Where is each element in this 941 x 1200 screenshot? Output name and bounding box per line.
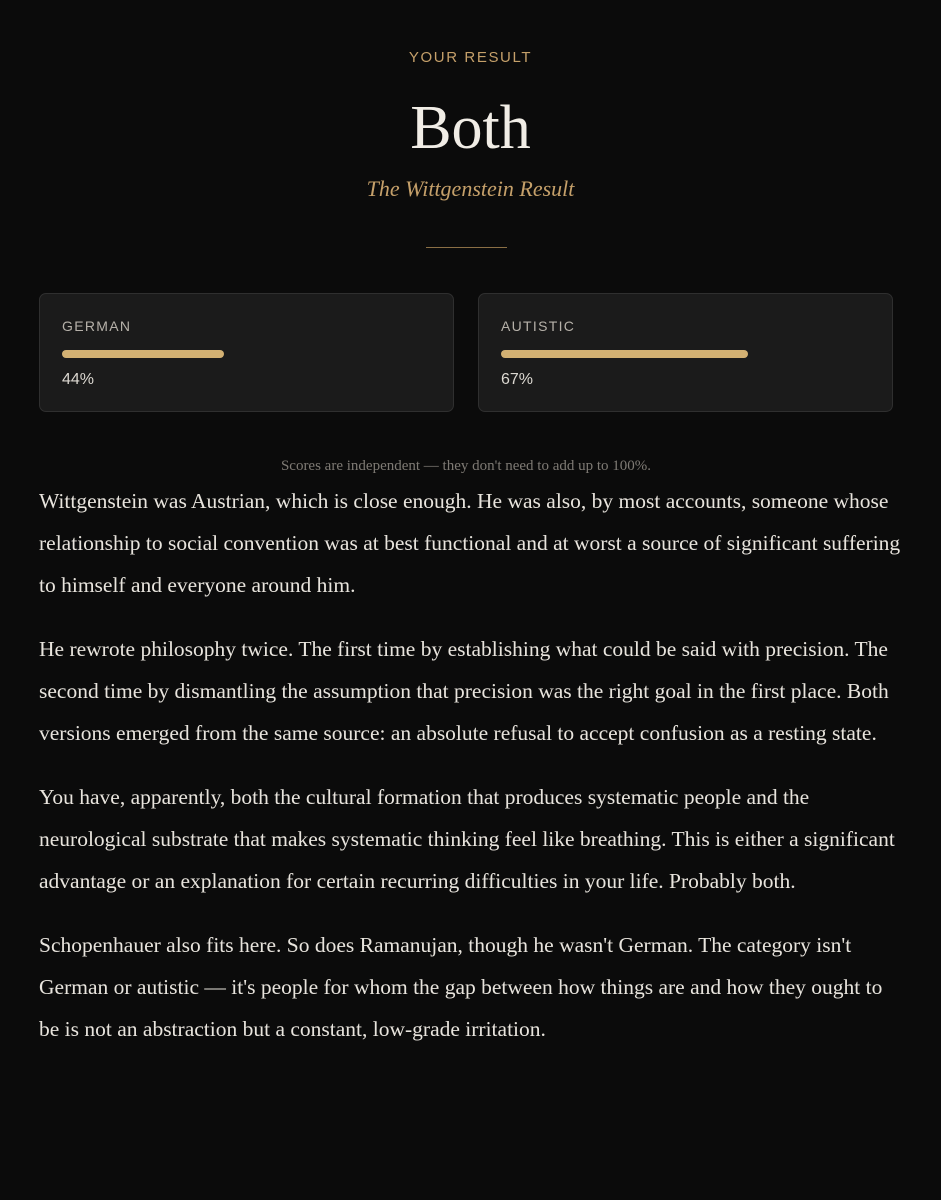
paragraph: Schopenhauer also fits here. So does Ramanujan, though he wasn't German. The category isn't German or autistic — it's people for whom the gap between how things are and how they ought to be is not an abstraction but a constant, low-grade irritation. <box>39 933 883 1041</box>
score-value-autistic: 67% <box>501 371 534 388</box>
score-card-german <box>39 293 454 412</box>
score-bar-fill-autistic <box>501 350 748 358</box>
paragraph: He rewrote philosophy twice. The first time by establishing what could be said with precision. The second time by dismantling the assumption that precision was the right goal in the first place. Both versions emerged from the same source: an absolute refusal to accept confusion as a resting state. <box>39 637 889 745</box>
result-title: Both <box>410 94 531 162</box>
result-eyebrow: YOUR RESULT <box>408 49 533 66</box>
paragraph: You have, apparently, both the cultural formation that produces systematic people and the neurological substrate that makes systematic thinking feel like breathing. This is either a significant advantage or an explanation for certain recurring difficulties in your life. Probably both. <box>39 785 895 893</box>
paragraph: Wittgenstein was Austrian, which is close enough. He was also, by most accounts, someone whose relationship to social convention was at best functional and at worst a source of significant suffering to himself and everyone around him. <box>39 489 901 597</box>
score-card-autistic <box>478 293 893 412</box>
score-label-autistic: AUTISTIC <box>501 318 576 334</box>
score-label-german: GERMAN <box>62 318 132 334</box>
score-bar-fill-german <box>62 350 224 358</box>
scores-note: Scores are independent — they don't need to add up to 100%. <box>280 458 652 474</box>
score-value-german: 44% <box>62 371 95 388</box>
result-subtitle: The Wittgenstein Result <box>366 176 575 201</box>
result-description <box>39 480 901 1072</box>
score-bar-track-german <box>62 350 430 358</box>
score-bar-track-autistic <box>501 350 869 358</box>
title-divider <box>426 247 507 248</box>
